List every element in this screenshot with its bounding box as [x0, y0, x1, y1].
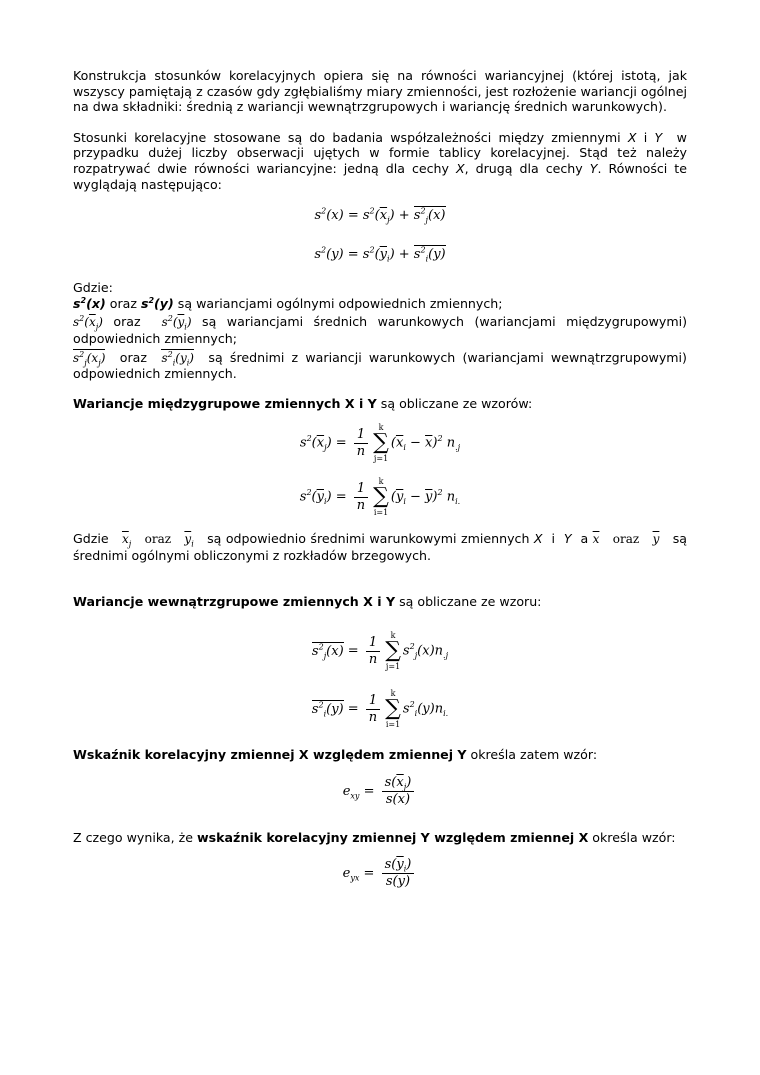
definition-3: $s^2_j(x_j)$ oraz $s^2_i(y_i)$ są średnimi z wariancji warunkowych (wariancjami wewnątrzgrupowymi) odpowiednich zmiennych. — [73, 349, 687, 382]
correlation-paragraph: Stosunki korelacyjne stosowane są do badania współzależności między zmiennymi X i Y w przypadku dużej liczby obserwacji ujętych w formie tablicy korelacyjnej. Stąd też należy rozpatrywać dwie równości wariancyjne: jedną dla cechy X, drugą dla cechy Y. Równości te wyglądają następująco: — [73, 129, 687, 192]
heading-indicator-yx: Z czego wynika, że wskaźnik korelacyjny zmiennej Y względem zmiennej X określa wzór: — [73, 829, 676, 845]
definition-1: $s^2(x)$ oraz $s^2(y)$ są wariancjami ogólnymi odpowiednich zmiennych; — [73, 295, 503, 311]
indicator-xy-equation: $e_{xy}$ = $\frac{s(\overline{x}_j)}{s(x)}$ — [73, 775, 687, 808]
heading-indicator-xy: Wskaźnik korelacyjny zmiennej X względem zmiennej Y określa zatem wzór: — [73, 747, 598, 763]
heading-within-group: Wariancje wewnątrzgrupowe zmiennych X i Y są obliczane ze wzoru: — [73, 593, 542, 609]
variance-equation-x: $s^2(x) = s^2(\overline{x}_j) + s^2_j(x)$ — [314, 206, 446, 225]
gdzie-label: Gdzie: — [73, 280, 113, 296]
definition-2: $s^2(\overline{x}_j)$ oraz $s^2(\overline{y}_i)$ są wariancjami średnich warunkowych (wariancjami międzygrupowymi) odpowiednich zmiennych; — [73, 314, 687, 346]
within-group-variance-x: $s^2_j(x)$ = $\frac{1}{n}$ k ∑ j=1 $s^2_j(x)n_{.j}$ — [311, 631, 449, 672]
gdzie-means-paragraph: Gdzie $\overline{x}_j$ oraz $\overline{y}_i$ są odpowiednio średnimi warunkowymi zmiennych X i Y a $\overline{x}$ oraz $\overline{y}$ są średnimi ogólnymi obliczonymi z rozkładów brzegowych. — [73, 531, 687, 563]
within-group-variance-y: $s^2_i(y)$ = $\frac{1}{n}$ k ∑ i=1 $s^2_i(y)n_{i.}$ — [311, 689, 449, 730]
document-page — [73, 68, 687, 890]
heading-between-group: Wariancje międzygrupowe zmiennych X i Y są obliczane ze wzorów: — [73, 395, 533, 411]
between-group-variance-x: $s^2(\overline{x}_j)$ = $\frac{1}{n}$ k ∑ j=1 $(\overline{x}_i - \overline{x})^2$ $n_{.j}$ — [299, 423, 461, 464]
indicator-yx-equation: $e_{yx}$ = $\frac{s(\overline{y}_i)}{s(y)}$ — [73, 857, 687, 890]
intro-paragraph: Konstrukcja stosunków korelacyjnych opiera się na równości wariancyjnej (której istotą, jak wszyscy pamiętają z czasów gdy zgłębialiśmy miary zmienności, jest rozłożenie wariancji ogólnej na dwa składniki: średnią z wariancji wewnątrzgrupowych i wariancję średnich warunkowych). — [73, 68, 687, 115]
between-group-variance-y: $s^2(\overline{y}_i)$ = $\frac{1}{n}$ k ∑ i=1 $(\overline{y}_i - \overline{y})^2$ $n_{i.}$ — [299, 477, 461, 518]
variance-equation-y: $s^2(y) = s^2(\overline{y}_i) + s^2_i(y)$ — [314, 245, 446, 264]
